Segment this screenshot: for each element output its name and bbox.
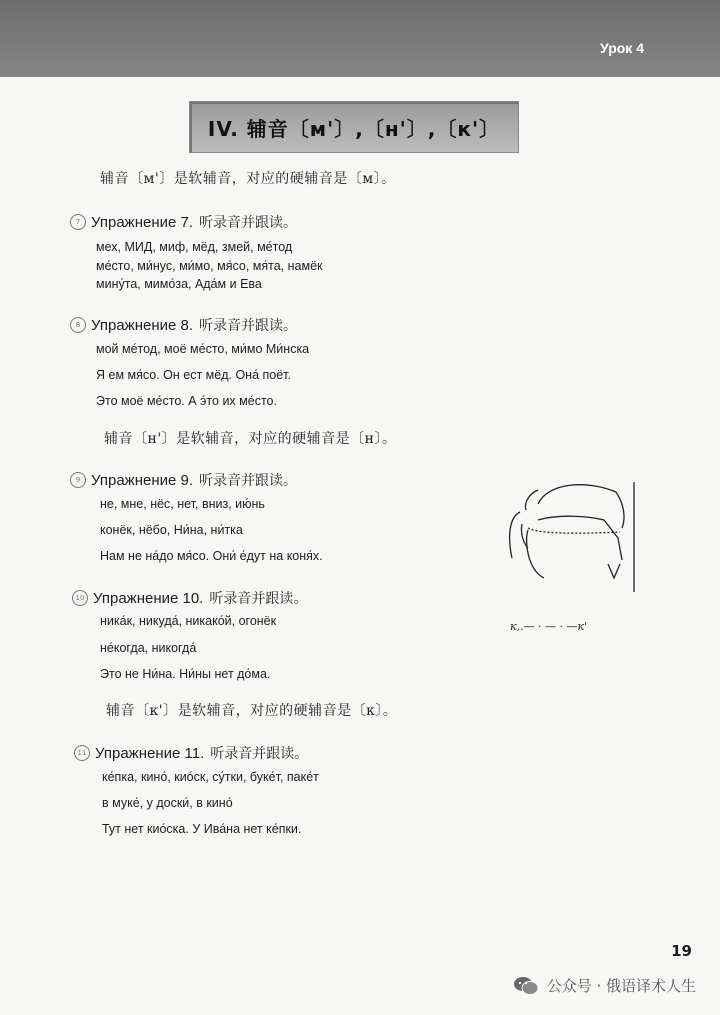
audio-track-icon: 11 — [74, 745, 90, 761]
diagram-legend: к,.— · — · —к' — [510, 620, 588, 633]
exercise-line: Я ем мя́со. Он ест мёд. Она́ поёт. — [96, 368, 291, 382]
exercise-instruction: 听录音并跟读。 — [199, 318, 298, 334]
exercise-line: мину́та, мимо́за, Ада́м и Ева — [96, 277, 262, 291]
exercise-line: мех, МИД, миф, мёд, змей, ме́тод — [96, 240, 293, 254]
watermark — [513, 975, 696, 996]
exercise-instruction: 听录音并跟读。 — [209, 591, 308, 607]
exercise-title: Упражнение 7. — [91, 213, 194, 231]
exercise-title: Упражнение 8. — [91, 316, 194, 334]
exercise-line: ме́сто, ми́нус, ми́мо, мя́со, мя́та, намёк — [96, 259, 323, 273]
articulation-diagram — [498, 474, 658, 594]
header-band — [0, 0, 720, 77]
audio-track-icon: 10 — [72, 590, 88, 606]
page-number: 19 — [671, 942, 692, 960]
exercise-7-heading — [70, 212, 297, 232]
articulation-outline — [510, 482, 634, 592]
exercise-line: не́когда, никогда́ — [100, 641, 197, 655]
section-title: IV. 辅音〔м'〕,〔н'〕,〔к'〕 — [189, 101, 519, 153]
exercise-line: Это моё ме́сто. А э́то их ме́сто. — [96, 394, 277, 408]
audio-track-icon: 7 — [70, 214, 86, 230]
exercise-8-heading — [70, 315, 297, 335]
exercise-line: конёк, нёбо, Ни́на, ни́тка — [100, 523, 243, 537]
exercise-instruction: 听录音并跟读。 — [199, 473, 298, 489]
audio-track-icon: 8 — [70, 317, 86, 333]
exercise-line: не, мне, нёс, нет, вниз, ию́нь — [100, 497, 265, 511]
exercise-10-heading — [72, 588, 307, 608]
exercise-line: ника́к, никуда́, никако́й, огонёк — [100, 614, 277, 628]
exercise-instruction: 听录音并跟读。 — [210, 746, 309, 762]
watermark-text: 公众号 · 俄语译术人生 — [546, 977, 696, 995]
note-k: 辅音〔к'〕是软辅音，对应的硬辅音是〔к〕。 — [106, 703, 398, 719]
exercise-title: Упражнение 11. — [95, 744, 205, 762]
exercise-line: Нам не на́до мя́со. Они́ е́дут на коня́х. — [100, 549, 323, 563]
exercise-instruction: 听录音并跟读。 — [199, 215, 298, 231]
note-m: 辅音〔м'〕是软辅音，对应的硬辅音是〔м〕。 — [100, 171, 396, 187]
note-n: 辅音〔н'〕是软辅音，对应的硬辅音是〔н〕。 — [104, 431, 397, 447]
exercise-title: Упражнение 9. — [91, 471, 194, 489]
exercise-line: ке́пка, кино́, кио́ск, су́тки, буке́т, паке́т — [102, 770, 319, 784]
exercise-11-heading — [74, 743, 308, 763]
exercise-line: мой ме́тод, моё ме́сто, ми́мо Ми́нска — [96, 342, 310, 356]
exercise-9-heading — [70, 470, 297, 490]
exercise-line: Тут нет кио́ска. У Ива́на нет ке́пки. — [102, 822, 302, 836]
wechat-icon — [513, 976, 539, 996]
exercise-title: Упражнение 10. — [93, 589, 204, 607]
audio-track-icon: 9 — [70, 472, 86, 488]
lesson-label: Урок 4 — [600, 40, 644, 56]
exercise-line: в муке́, у доски́, в кино́ — [102, 796, 233, 810]
exercise-line: Это не Ни́на. Ни́ны нет до́ма. — [100, 667, 271, 681]
